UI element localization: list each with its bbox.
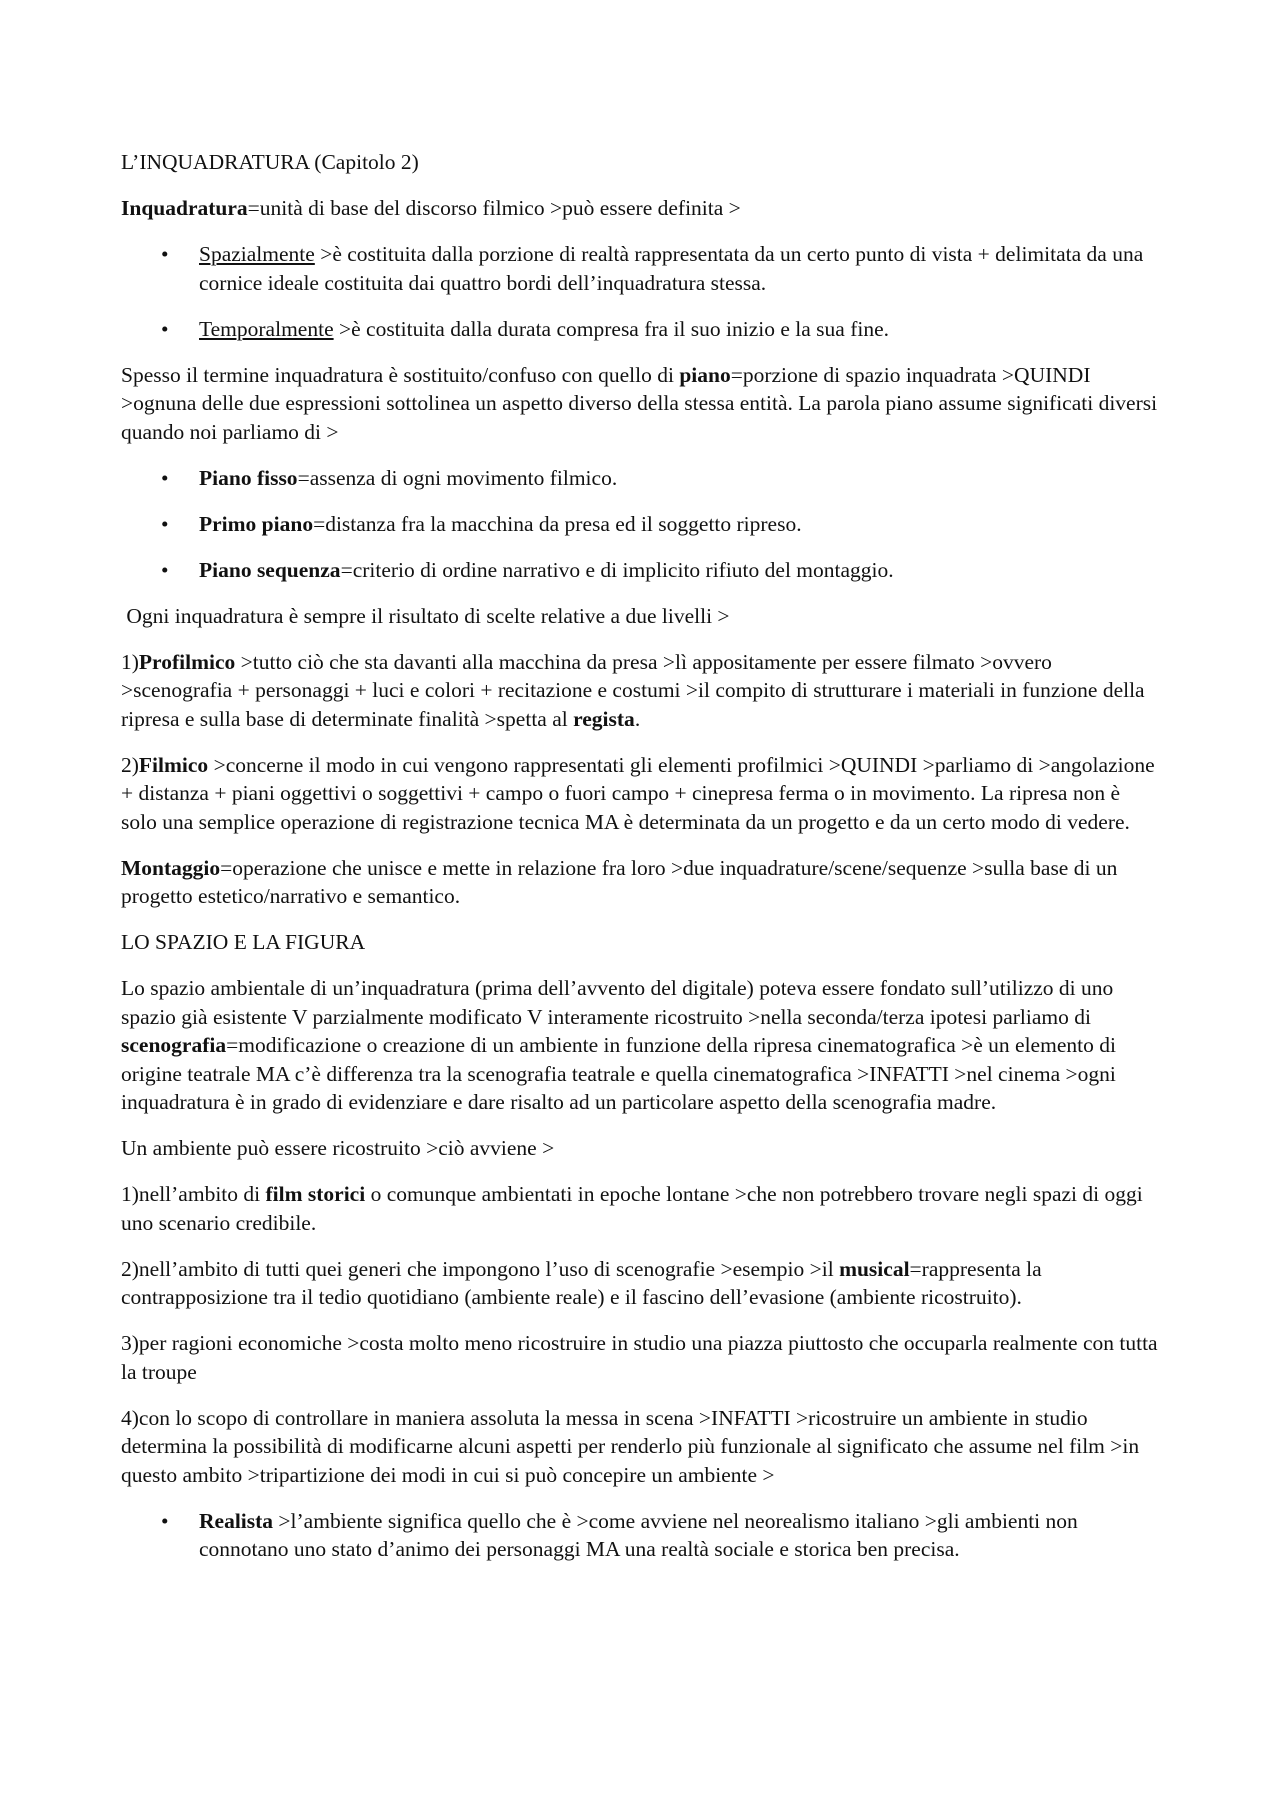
term-regista: regista xyxy=(573,706,635,731)
paragraph-text: =rappresenta la contrapposizione tra il tedio quotidiano (ambiente reale) e il fascino dell’evasione (ambiente ricostruito). xyxy=(121,1256,1042,1309)
bullet-icon: • xyxy=(161,242,169,266)
profilmico-paragraph xyxy=(121,648,1161,734)
paragraph-text: =operazione che unisce e mette in relazione fra loro >due inquadrature/scene/sequenze >sulla base di un progetto estetico/narrativo e semantico. xyxy=(121,855,1118,908)
item-text: >è costituita dalla durata compresa fra il suo inizio e la sua fine. xyxy=(333,316,890,341)
reason-1 xyxy=(121,1180,1161,1237)
bullet-icon: • xyxy=(161,557,169,582)
item-text: >è costituita dalla porzione di realtà rappresentata da un certo punto di vista + delimitata da una cornice ideale costituita dai quattro bordi dell’inquadratura stessa. xyxy=(199,242,1144,295)
term-primo-piano: Primo piano xyxy=(199,511,314,536)
montaggio-paragraph xyxy=(121,854,1161,911)
term-inquadratura: Inquadratura xyxy=(121,196,248,220)
reason-3: 3)per ragioni economiche >costa molto meno ricostruire in studio una piazza piuttosto che occuparla realmente con tutta la troupe xyxy=(121,1331,1158,1384)
bullet-icon: • xyxy=(161,465,169,490)
piano-list xyxy=(121,464,1161,585)
item-number: 1) xyxy=(121,649,139,674)
bullet-icon: • xyxy=(161,1508,169,1533)
paragraph-text: >concerne il modo in cui vengono rappresentati gli elementi profilmici >QUINDI >parliamo di >angolazione + distanza + piani oggettivi o soggettivi + campo o fuori campo + cinepresa ferma o in movimento. La ripresa non è solo una semplice operazione di registrazione tecnica MA è determinata da un progetto e da un certo modo di vedere. xyxy=(121,752,1155,834)
paragraph-text: =porzione di spazio inquadrata >QUINDI >ognuna delle due espressioni sottolinea un aspetto diverso della stessa entità. La parola piano assume significati diversi quando noi parliamo di > xyxy=(121,362,1158,444)
item-text: =assenza di ogni movimento filmico. xyxy=(297,465,618,490)
chapter-heading: L’INQUADRATURA (Capitolo 2) xyxy=(121,150,419,174)
list-item xyxy=(121,510,1161,539)
paragraph-text: . xyxy=(634,706,641,731)
paragraph-text: 1)nell’ambito di xyxy=(121,1182,266,1206)
paragraph-text: >tutto ciò che sta davanti alla macchina da presa >lì appositamente per essere filmato >ovvero >scenografia + personaggi + luci e colori + recitazione e costumi >il compito di strutturare i materiali in funzione della ripresa e sulla base di determinate finalità >spetta al xyxy=(121,649,1145,731)
list-item xyxy=(121,315,1161,344)
paragraph-text: o comunque ambientati in epoche lontane >che non potrebbero trovare negli spazi di oggi uno scenario credibile. xyxy=(121,1182,1143,1235)
term-piano-sequenza: Piano sequenza xyxy=(199,557,341,582)
reason-2 xyxy=(121,1255,1161,1312)
term-realista: Realista xyxy=(199,1508,274,1533)
item-text: >l’ambiente significa quello che è >come avviene nel neorealismo italiano >gli ambienti non connotano uno stato d’animo dei personaggi MA una realtà sociale e storica ben precisa. xyxy=(199,1508,1078,1561)
term-film-storici: film storici xyxy=(265,1182,366,1206)
term-piano: piano xyxy=(679,362,731,387)
term-profilmico: Profilmico xyxy=(138,649,236,674)
list-item xyxy=(121,240,1161,297)
term-scenografia: scenografia xyxy=(121,1033,227,1057)
piano-paragraph xyxy=(121,361,1161,447)
list-item xyxy=(121,464,1161,493)
modi-list xyxy=(121,1507,1161,1564)
term-filmico: Filmico xyxy=(138,752,209,777)
definition-text: =unità di base del discorso filmico >può essere definita > xyxy=(247,196,741,220)
item-text: =distanza fra la macchina da presa ed il soggetto ripreso. xyxy=(313,511,802,536)
filmico-paragraph xyxy=(121,751,1161,837)
bullet-icon: • xyxy=(161,316,169,341)
term-temporalmente: Temporalmente xyxy=(199,316,334,341)
term-musical: musical xyxy=(839,1256,910,1281)
inquadratura-definition xyxy=(121,194,1161,223)
paragraph-text: =modificazione o creazione di un ambiente in funzione della ripresa cinematografica >è un elemento di origine teatrale MA c’è differenza tra la scenografia teatrale e quella cinematografica >INFATTI >nel cinema >ogni inquadratura è in grado di evidenziare e dare risalto ad un particolare aspetto della scenografia madre. xyxy=(121,1033,1116,1114)
spazio-paragraph xyxy=(121,974,1161,1117)
paragraph-text: 2)nell’ambito di tutti quei generi che impongono l’uso di scenografie >esempio >il xyxy=(121,1256,840,1281)
bullet-icon: • xyxy=(161,511,169,536)
paragraph-text: Spesso il termine inquadratura è sostituito/confuso con quello di xyxy=(121,362,680,387)
reason-4: 4)con lo scopo di controllare in maniera assoluta la messa in scena >INFATTI >ricostruire un ambiente in studio determina la possibilità di modificarne alcuni aspetti per renderlo più funzionale al significato che assume nel film >in questo ambito >tripartizione dei modi in cui si può concepire un ambiente > xyxy=(121,1405,1140,1487)
livelli-intro: Ogni inquadratura è sempre il risultato di scelte relative a due livelli > xyxy=(121,603,730,628)
paragraph-text: Lo spazio ambientale di un’inquadratura (prima dell’avvento del digitale) poteva essere fondato sull’utilizzo di uno spazio già esistente V parzialmente modificato V interamente ricostruito >nella seconda/terza ipotesi parliamo di xyxy=(121,976,1114,1029)
term-montaggio: Montaggio xyxy=(121,855,221,880)
document-page xyxy=(121,148,1161,1581)
ambiente-intro: Un ambiente può essere ricostruito >ciò avviene > xyxy=(121,1136,555,1160)
item-text: =criterio di ordine narrativo e di implicito rifiuto del montaggio. xyxy=(340,557,894,582)
item-number: 2) xyxy=(121,752,139,777)
definition-list xyxy=(121,240,1161,343)
term-piano-fisso: Piano fisso xyxy=(199,465,298,490)
list-item xyxy=(121,556,1161,585)
section-heading: LO SPAZIO E LA FIGURA xyxy=(121,930,366,954)
list-item xyxy=(121,1507,1161,1564)
term-spazialmente: Spazialmente xyxy=(199,242,315,266)
